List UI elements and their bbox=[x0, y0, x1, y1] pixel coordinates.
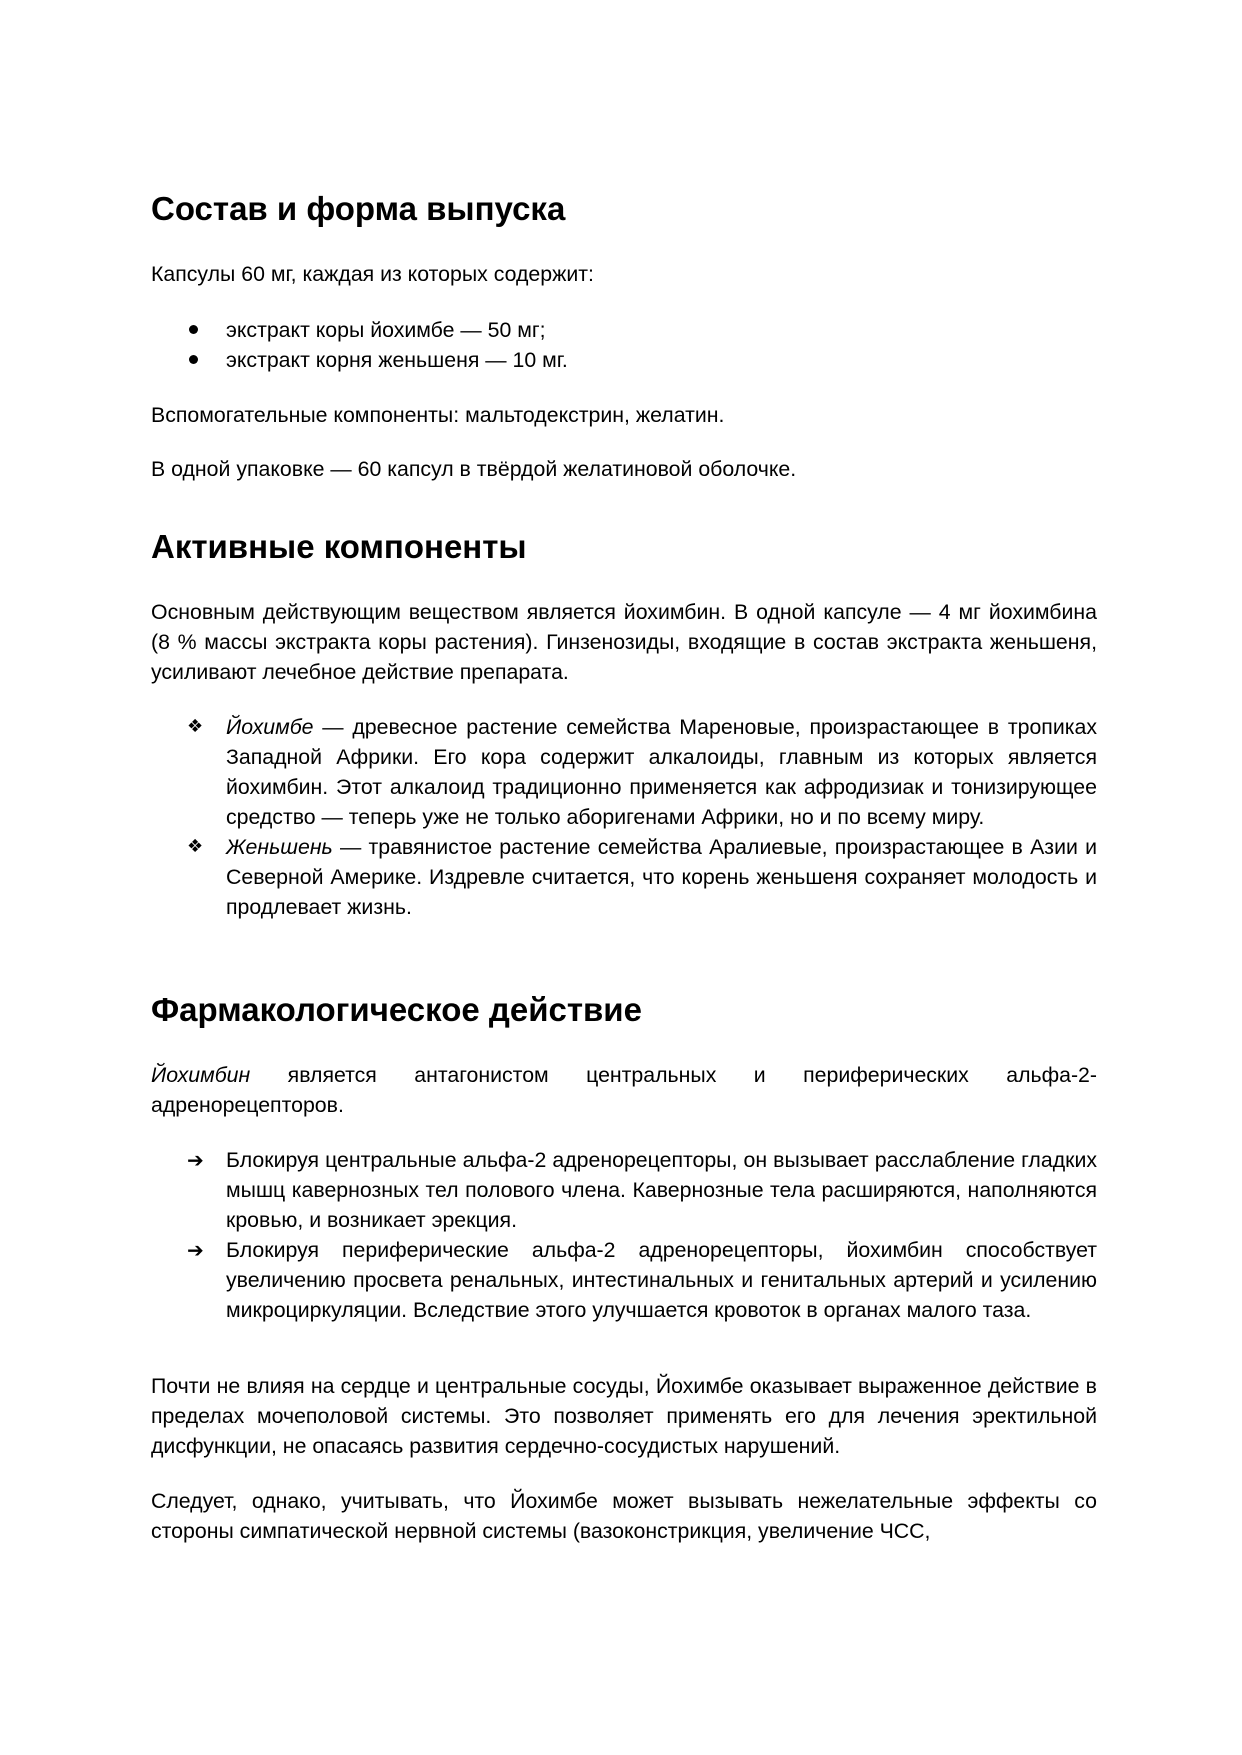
active-components-list bbox=[151, 712, 1097, 922]
pharmacology-intro bbox=[151, 1060, 1097, 1120]
active-components-paragraph: Основным действующим веществом является йохимбин. В одной капсуле — 4 мг йохимбина (8 % массы экстракта коры растения). Гинзенозиды, входящие в состав экстракта женьшеня, усиливают лечебное действие препарата. bbox=[151, 600, 1097, 684]
package-text: В одной упаковке — 60 капсул в твёрдой желатиновой оболочке. bbox=[151, 457, 797, 481]
composition-list bbox=[151, 315, 1097, 375]
arrow-bullet-icon: ➔ bbox=[187, 1238, 204, 1262]
bullet-icon bbox=[187, 345, 211, 375]
list-item bbox=[151, 315, 1097, 345]
composition-intro: Капсулы 60 мг, каждая из которых содержит: bbox=[151, 262, 594, 286]
bullet-icon bbox=[187, 315, 211, 345]
list-item-text: Блокируя центральные альфа-2 адренорецепторы, он вызывает расслабление гладких мышц кавернозных тел полового члена. Кавернозные тела расширяются, наполняются кровью, и возникает эрекция. bbox=[226, 1148, 1097, 1232]
section-heading-active-components: Активные компоненты bbox=[151, 528, 527, 565]
excipients-text: Вспомогательные компоненты: мальтодекстрин, желатин. bbox=[151, 403, 725, 427]
diamond-bullet-icon: ❖ bbox=[187, 716, 204, 737]
list-item-text: Блокируя периферические альфа-2 адренорецепторы, йохимбин способствует увеличению просвета ренальных, интестинальных и генитальных артерий и усилению микроциркуляции. Вследствие этого улучшается кровоток в органах малого таза. bbox=[226, 1238, 1097, 1322]
arrow-bullet-icon: ➔ bbox=[187, 1148, 204, 1172]
pharmacology-intro-text: является антагонистом центральных и периферических альфа-2-адренорецепторов. bbox=[151, 1063, 1097, 1117]
list-item-text: — травянистое растение семейства Аралиевые, произрастающее в Азии и Северной Америке. Издревле считается, что корень женьшеня сохраняет молодость и продлевает жизнь. bbox=[226, 835, 1097, 919]
list-item bbox=[151, 1145, 1097, 1235]
term-ginseng: Женьшень bbox=[226, 835, 333, 859]
pharmacology-paragraph-2: Следует, однако, учитывать, что Йохимбе может вызывать нежелательные эффекты со стороны симпатической нервной системы (вазоконстрикция, увеличение ЧСС, bbox=[151, 1489, 1097, 1543]
pharmacology-list bbox=[151, 1145, 1097, 1325]
list-item-text: экстракт коры йохимбе — 50 мг; bbox=[226, 318, 546, 342]
list-item-text: экстракт корня женьшеня — 10 мг. bbox=[226, 348, 568, 372]
term-yohimbe: Йохимбе bbox=[226, 715, 314, 739]
term-yohimbine: Йохимбин bbox=[151, 1063, 251, 1087]
diamond-bullet-icon: ❖ bbox=[187, 836, 204, 857]
list-item bbox=[151, 712, 1097, 832]
list-item bbox=[151, 1235, 1097, 1325]
list-item-text: — древесное растение семейства Мареновые, произрастающее в тропиках Западной Африки. Его кора содержит алкалоиды, главным из которых является йохимбин. Этот алкалоид традиционно применяется как афродизиак и тонизирующее средство — теперь уже не только аборигенами Африки, но и по всему миру. bbox=[226, 715, 1097, 829]
pharmacology-paragraph-1: Почти не влияя на сердце и центральные сосуды, Йохимбе оказывает выраженное действие в пределах мочеполовой системы. Это позволяет применять его для лечения эректильной дисфункции, не опасаясь развития сердечно-сосудистых нарушений. bbox=[151, 1374, 1097, 1458]
section-heading-pharmacology: Фармакологическое действие bbox=[151, 991, 642, 1028]
list-item bbox=[151, 832, 1097, 922]
section-heading-composition: Состав и форма выпуска bbox=[151, 190, 566, 227]
list-item bbox=[151, 345, 1097, 375]
